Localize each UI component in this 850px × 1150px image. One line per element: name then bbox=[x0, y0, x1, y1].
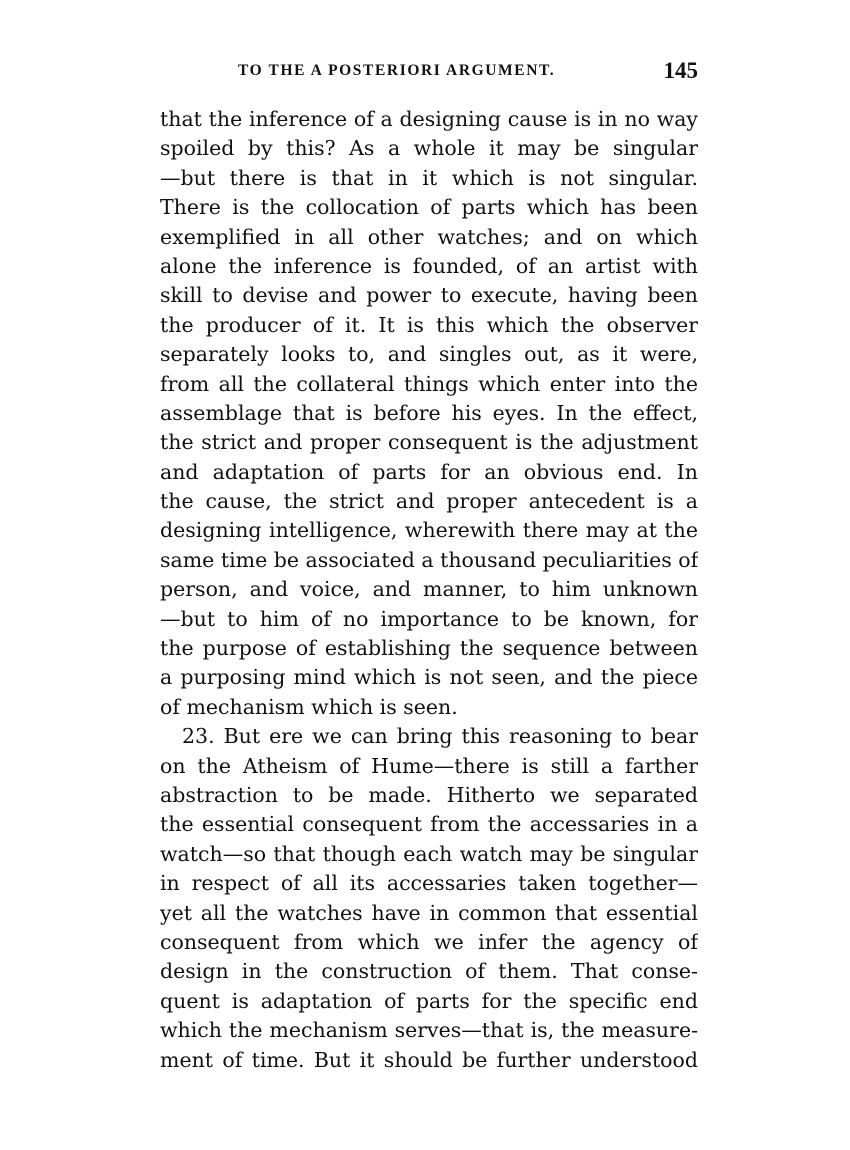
text-line: the purpose of establishing the sequence between bbox=[160, 636, 698, 661]
text-line: ment of time. But it should be further understood bbox=[160, 1047, 698, 1072]
text-line: 23. But ere we can bring this reasoning to bear bbox=[182, 724, 698, 749]
text-line: same time be associated a thousand peculiarities of bbox=[160, 547, 698, 572]
text-line: —but to him of no importance to be known, for bbox=[160, 606, 698, 631]
text-line: a purposing mind which is not seen, and the piece bbox=[160, 665, 698, 690]
text-line: the producer of it. It is this which the observer bbox=[160, 312, 698, 337]
text-line: and adaptation of parts for an obvious end. In bbox=[160, 459, 698, 484]
text-line: alone the inference is founded, of an artist with bbox=[160, 253, 698, 278]
text-line: assemblage that is before his eyes. In the effect, bbox=[160, 400, 698, 425]
text-line: of mechanism which is seen. bbox=[160, 694, 458, 719]
text-line: consequent from which we infer the agency of bbox=[160, 929, 698, 954]
text-line: which the mechanism serves—that is, the measure- bbox=[160, 1018, 698, 1043]
text-line: from all the collateral things which enter into the bbox=[160, 371, 698, 396]
body-text bbox=[160, 105, 698, 1075]
text-line: exemplified in all other watches; and on which bbox=[160, 224, 698, 249]
text-line: person, and voice, and manner, to him unknown bbox=[160, 577, 698, 602]
running-head bbox=[160, 58, 698, 88]
text-line: There is the collocation of parts which has been bbox=[160, 195, 698, 220]
text-line: the essential consequent from the accessaries in a bbox=[160, 812, 698, 837]
text-line: that the inference of a designing cause is in no way bbox=[160, 107, 698, 131]
text-line: in respect of all its accessaries taken together— bbox=[160, 871, 698, 896]
text-line: the cause, the strict and proper antecedent is a bbox=[160, 489, 698, 514]
running-title: TO THE A POSTERIORI ARGUMENT. bbox=[238, 62, 556, 79]
page-number: 145 bbox=[663, 58, 698, 83]
text-line: abstraction to be made. Hitherto we separated bbox=[160, 782, 698, 807]
text-line: separately looks to, and singles out, as it were, bbox=[160, 342, 698, 367]
text-line: skill to devise and power to execute, having been bbox=[160, 283, 698, 308]
text-line: quent is adaptation of parts for the specific end bbox=[160, 988, 698, 1013]
text-line: the strict and proper consequent is the adjustment bbox=[160, 430, 698, 455]
text-line: design in the construction of them. That conse- bbox=[160, 959, 698, 984]
paragraph-1 bbox=[160, 105, 698, 722]
text-line: yet all the watches have in common that essential bbox=[160, 900, 698, 925]
text-line: spoiled by this? As a whole it may be singular bbox=[160, 136, 698, 161]
text-line: designing intelligence, wherewith there may at the bbox=[160, 518, 698, 543]
text-line: watch—so that though each watch may be singular bbox=[160, 841, 698, 866]
text-line: —but there is that in it which is not singular. bbox=[160, 165, 698, 190]
text-line: on the Atheism of Hume—there is still a farther bbox=[160, 753, 698, 778]
paragraph-2 bbox=[160, 722, 698, 1075]
